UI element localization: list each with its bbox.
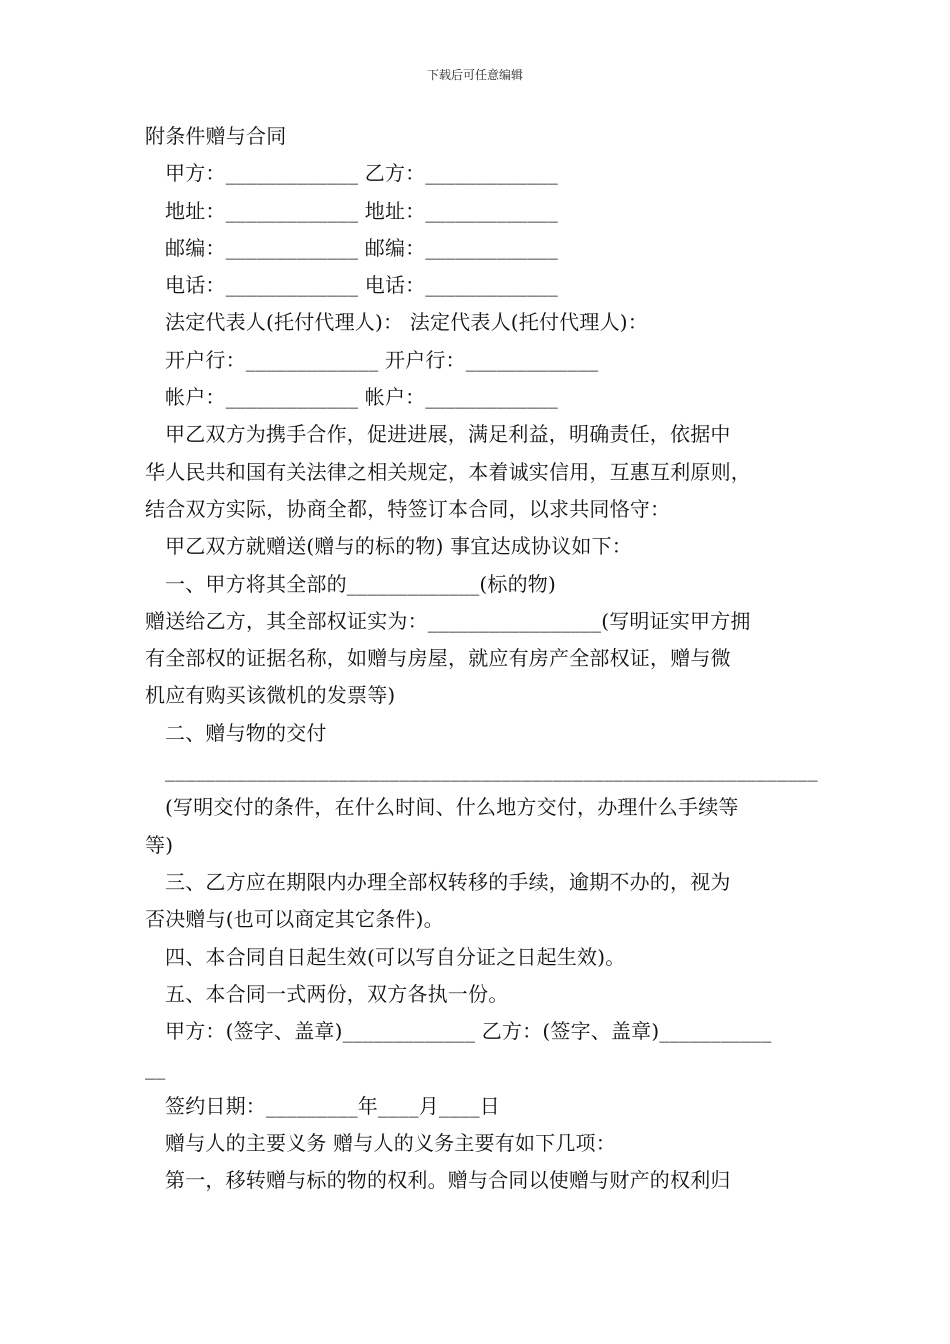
- address-line: 地址：_____________ 地址：_____________: [165, 198, 558, 223]
- postcode-line: 邮编：_____________ 邮编：_____________: [165, 235, 558, 260]
- clause-1-line: 赠送给乙方，其全部权证实为：_________________(写明证实甲方拥: [145, 608, 751, 633]
- legal-rep-line: 法定代表人(托付代理人)： 法定代表人(托付代理人)：: [165, 310, 648, 335]
- signature-line-cont: __: [145, 1056, 166, 1081]
- donor-duty-1-line: 第一，移转赠与标的物的权利。赠与合同以使赠与财产的权利归: [165, 1168, 731, 1193]
- clause-3-line: 三、乙方应在期限内办理全部权转移的手续，逾期不办的，视为: [165, 869, 731, 894]
- clause-2-line: (写明交付的条件，在什么时间、什么地方交付，办理什么手续等: [165, 795, 739, 820]
- party-line: 甲方：_____________ 乙方：_____________: [165, 161, 558, 186]
- document-body: [145, 118, 818, 1200]
- paragraph-line: 甲乙双方为携手合作，促进进展，满足利益，明确责任，依据中: [165, 422, 731, 447]
- sign-date-line: 签约日期：_________年____月____日: [165, 1093, 500, 1118]
- clause-2-line: 等): [145, 832, 174, 857]
- clause-3-line: 否决赠与(也可以商定其它条件)。: [145, 907, 444, 932]
- clause-4-line: 四、本合同自日起生效(可以写自分证之日起生效)。: [165, 944, 626, 969]
- clause-1-line: 机应有购买该微机的发票等): [145, 683, 396, 708]
- donor-duties-line: 赠与人的主要义务 赠与人的义务主要有如下几项：: [165, 1131, 616, 1156]
- clause-2-blank: ________________________________________________________________: [165, 758, 818, 783]
- account-line: 帐户：_____________ 帐户：_____________: [165, 385, 558, 410]
- paragraph-line: 结合双方实际，协商全都，特签订本合同，以求共同恪守：: [145, 496, 671, 521]
- clause-2-title: 二、赠与物的交付: [165, 720, 327, 745]
- bank-line: 开户行：_____________ 开户行：_____________: [165, 347, 599, 372]
- clause-1-line: 有全部权的证据名称，如赠与房屋，就应有房产全部权证，赠与微: [145, 646, 731, 671]
- paragraph-line: 华人民共和国有关法律之相关规定，本着诚实信用，互惠互利原则，: [145, 459, 751, 484]
- phone-line: 电话：_____________ 电话：_____________: [165, 273, 558, 298]
- document-title: 附条件赠与合同: [145, 124, 287, 148]
- agreement-intro: 甲乙双方就赠送(赠与的标的物) 事宜达成协议如下：: [165, 534, 632, 559]
- page-header: 下载后可任意编辑: [426, 68, 523, 82]
- signature-line: 甲方：(签字、盖章)_____________ 乙方：(签字、盖章)___________: [165, 1019, 772, 1044]
- clause-1-line: 一、甲方将其全部的_____________(标的物): [165, 571, 557, 596]
- clause-5-line: 五、本合同一式两份，双方各执一份。: [165, 981, 509, 1006]
